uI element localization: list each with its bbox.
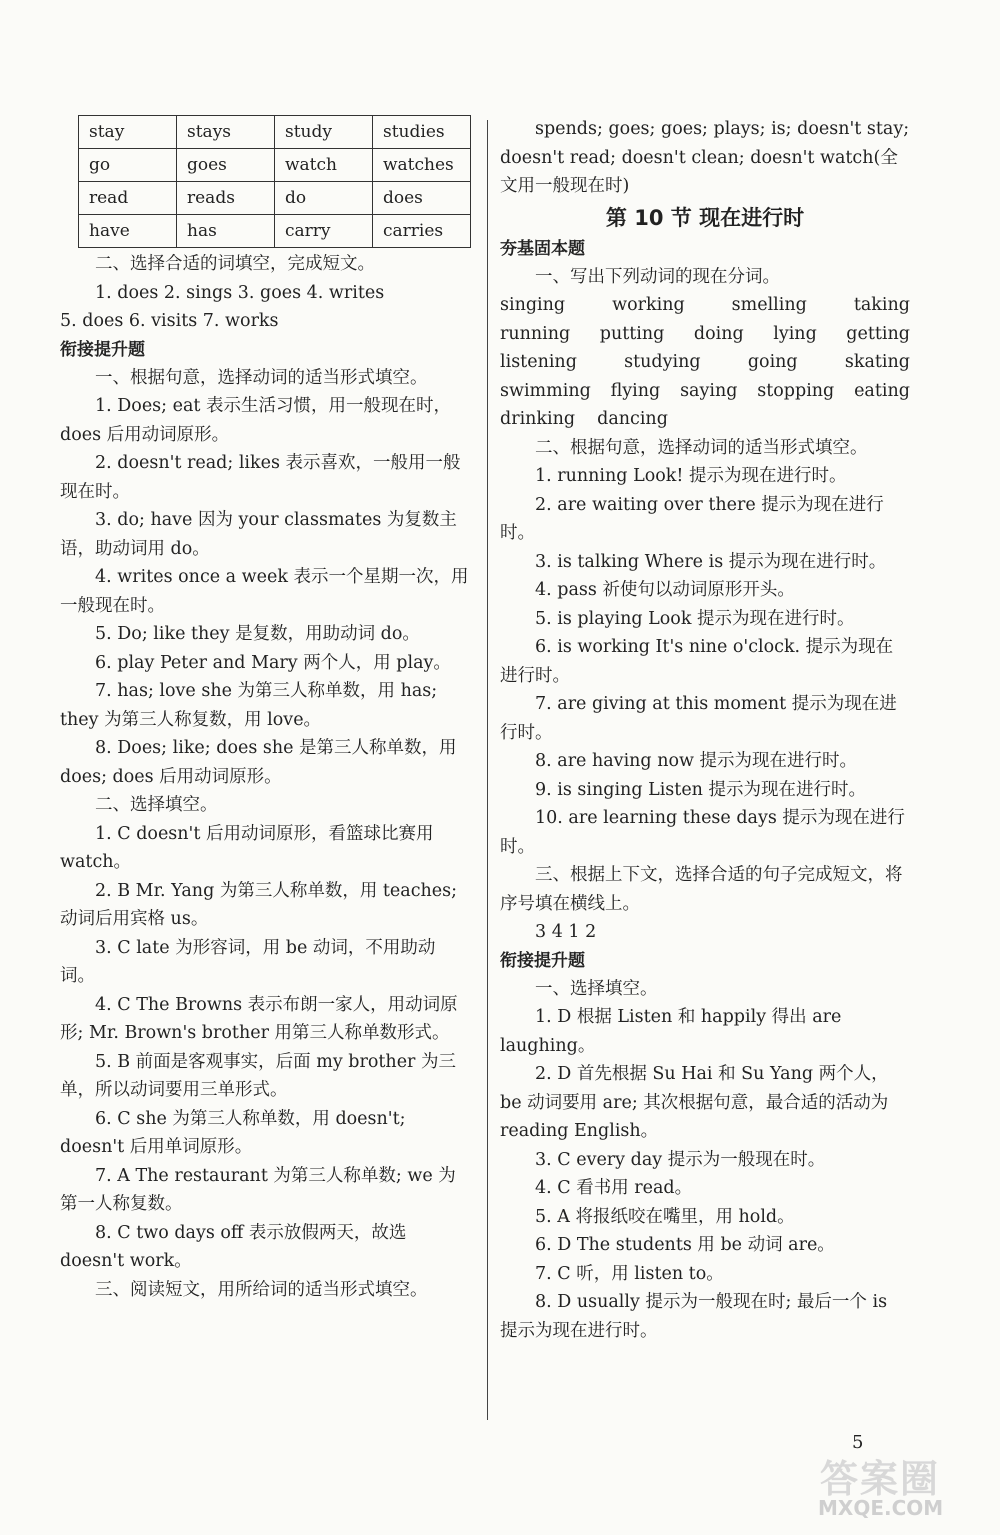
answer-item: 8. C two days off 表示放假两天，故选 doesn't work。 — [60, 1222, 407, 1271]
table-cell: stays — [177, 116, 275, 149]
answer-item: 1. D 根据 Listen 和 happily 得出 are laughing。 — [500, 1007, 842, 1056]
word-row — [500, 348, 910, 377]
table-cell: has — [177, 215, 275, 248]
column-divider — [487, 120, 488, 1420]
answer-item: 6. C she 为第三人称单数，用 doesn't; doesn't 后用单词原形。 — [60, 1108, 406, 1157]
answer-item: 7. C 听，用 listen to。 — [535, 1263, 724, 1284]
participle-word-list — [500, 291, 910, 434]
word: listening — [500, 352, 577, 372]
table-cell: read — [79, 182, 177, 215]
section-heading: 二、根据句意，选择动词的适当形式填空。 — [535, 437, 868, 458]
word-row — [500, 291, 910, 320]
word: getting — [846, 323, 910, 344]
word-row — [500, 405, 910, 434]
watermark-logo: 答案圈 — [820, 1457, 941, 1501]
table-row — [79, 215, 471, 248]
answer-item: 9. is singing Listen 提示为现在进行时。 — [535, 779, 867, 800]
word: eating — [854, 380, 910, 401]
answer-item: 6. is working It's nine o'clock. 提示为现在进行时。 — [500, 637, 894, 686]
table-cell: goes — [177, 149, 275, 182]
exercise-heading: 衔接提升题 — [60, 339, 145, 360]
table-row — [79, 182, 471, 215]
answer-item: 10. are learning these days 提示为现在进行时。 — [500, 808, 905, 857]
word: swimming — [500, 380, 591, 401]
word: flying — [610, 380, 661, 401]
answer-item: 2. are waiting over there 提示为现在进行时。 — [500, 494, 884, 543]
section-heading: 三、根据上下文，选择合适的句子完成短文，将序号填在横线上。 — [500, 865, 903, 914]
page-number: 5 — [852, 1432, 864, 1453]
table-cell: watches — [373, 149, 471, 182]
section-heading: 二、选择合适的词填空，完成短文。 — [95, 254, 375, 274]
table-cell: have — [79, 215, 177, 248]
answer-item: 2. B Mr. Yang 为第三人称单数，用 teaches; 动词后用宾格 us。 — [60, 880, 458, 929]
table-cell: does — [373, 182, 471, 215]
exercise-heading: 夯基固本题 — [500, 238, 585, 259]
answer-item: 2. D 首先根据 Su Hai 和 Su Yang 两个人，be 动词要用 are; 其次根据句意，最合适的活动为 reading English。 — [500, 1064, 889, 1141]
answer-item: 4. pass 祈使句以动词原形开头。 — [535, 580, 795, 600]
answer-line: 1. does 2. sings 3. goes 4. writes — [95, 282, 385, 303]
answer-item: 3. is talking Where is 提示为现在进行时。 — [535, 551, 887, 572]
table-cell: stay — [79, 116, 177, 149]
answer-item: 7. A The restaurant 为第三人称单数; we 为第一人称复数。 — [60, 1165, 456, 1214]
word: dancing — [597, 409, 668, 429]
answer-item: 7. are giving at this moment 提示为现在进行时。 — [500, 694, 897, 743]
section-heading: 二、选择填空。 — [95, 795, 218, 815]
right-column — [500, 115, 910, 1345]
answer-item: 4. C 看书用 read。 — [535, 1178, 693, 1198]
answer-item: 5. is playing Look 提示为现在进行时。 — [535, 608, 855, 629]
word: saying — [680, 380, 738, 401]
answer-item: 1. running Look! 提示为现在进行时。 — [535, 466, 847, 486]
watermark — [800, 1448, 990, 1528]
word-row — [500, 320, 910, 349]
word: doing — [693, 323, 744, 344]
word: lying — [773, 323, 817, 344]
section-heading: 一、根据句意，选择动词的适当形式填空。 — [95, 367, 428, 388]
watermark-url: MXQE.COM — [818, 1496, 944, 1520]
answer-item: 1. C doesn't 后用动词原形，看篮球比赛用 watch。 — [60, 823, 434, 872]
answer-item: 8. Does; like; does she 是第三人称单数，用 does; does 后用动词原形。 — [60, 738, 457, 787]
section-heading: 一、选择填空。 — [535, 978, 658, 999]
word: studying — [624, 352, 701, 372]
answer-item: 6. play Peter and Mary 两个人，用 play。 — [95, 652, 451, 673]
table-cell: studies — [373, 116, 471, 149]
answer-item: 5. A 将报纸咬在嘴里，用 hold。 — [535, 1206, 795, 1227]
answer-item: 2. doesn't read; likes 表示喜欢，一般用一般现在时。 — [60, 453, 461, 502]
answer-line: 3 4 1 2 — [535, 922, 597, 942]
word: putting — [599, 323, 665, 344]
answer-line: 5. does 6. visits 7. works — [60, 311, 279, 331]
word: going — [747, 352, 798, 372]
word: working — [612, 295, 685, 315]
word: taking — [853, 295, 910, 315]
answer-item: 5. Do; like they 是复数，用助动词 do。 — [95, 624, 420, 644]
table-row — [79, 149, 471, 182]
answer-item: 4. C The Browns 表示布朗一家人，用动词原形; Mr. Brown's brother 用第三人称单数形式。 — [60, 994, 458, 1043]
answer-item: 4. writes once a week 表示一个星期一次，用一般现在时。 — [60, 567, 469, 616]
answer-item: 7. has; love she 为第三人称单数，用 has; they 为第三人称复数，用 love。 — [60, 681, 438, 730]
answer-item: 5. B 前面是客观事实，后面 my brother 为三单，所以动词要用三单形式。 — [60, 1051, 456, 1100]
word: running — [500, 323, 571, 344]
table-cell: go — [79, 149, 177, 182]
answer-item: 8. D usually 提示为一般现在时; 最后一个 is 提示为现在进行时。 — [500, 1292, 888, 1341]
table-cell: reads — [177, 182, 275, 215]
answer-item: 6. D The students 用 be 动词 are。 — [535, 1235, 835, 1255]
section-title: 第 10 节 现在进行时 — [605, 205, 805, 230]
table-cell: study — [275, 116, 373, 149]
table-cell: do — [275, 182, 373, 215]
answer-line: spends; goes; goes; plays; is; doesn't stay; doesn't read; doesn't clean; doesn't watch(全文用一般现在时) — [500, 119, 910, 196]
answer-item: 1. Does; eat 表示生活习惯，用一般现在时，does 后用动词原形。 — [60, 396, 452, 445]
word: stopping — [757, 380, 835, 401]
table-row — [79, 116, 471, 149]
table-cell: carry — [275, 215, 373, 248]
verb-forms-table — [78, 115, 471, 248]
table-cell: watch — [275, 149, 373, 182]
word: smelling — [731, 295, 807, 315]
table-cell: carries — [373, 215, 471, 248]
answer-item: 3. C every day 提示为一般现在时。 — [535, 1149, 826, 1170]
word: skating — [844, 352, 910, 372]
section-heading: 一、写出下列动词的现在分词。 — [535, 266, 780, 287]
exercise-heading: 衔接提升题 — [500, 950, 585, 971]
word: singing — [500, 295, 566, 315]
word: drinking — [500, 409, 576, 429]
answer-item: 3. do; have 因为 your classmates 为复数主语，助动词用 do。 — [60, 510, 457, 559]
word-row — [500, 377, 910, 406]
answer-item: 8. are having now 提示为现在进行时。 — [535, 751, 858, 771]
left-column — [60, 115, 470, 1304]
section-heading: 三、阅读短文，用所给词的适当形式填空。 — [95, 1279, 428, 1300]
answer-item: 3. C late 为形容词，用 be 动词，不用助动词。 — [60, 937, 436, 986]
